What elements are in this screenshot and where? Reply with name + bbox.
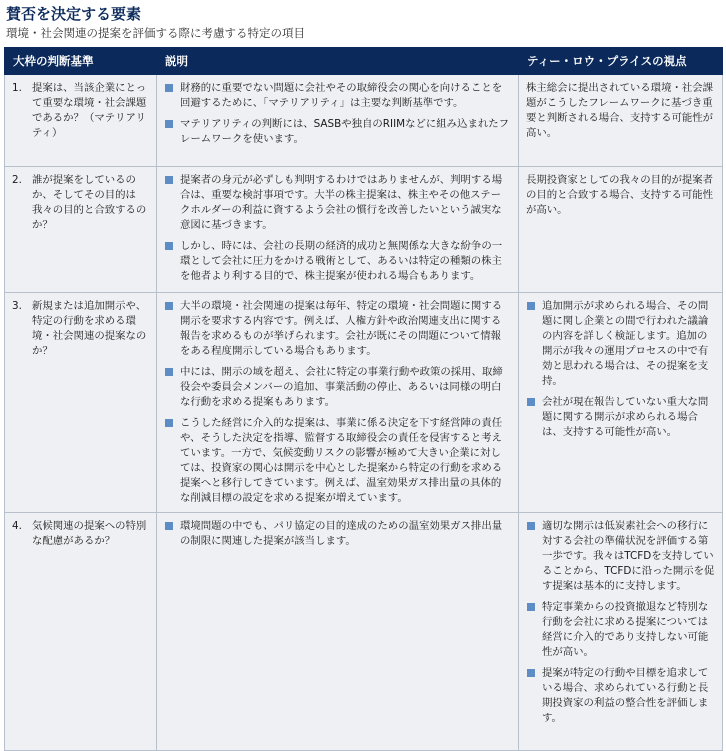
square-bullet-icon xyxy=(527,669,535,677)
criterion-cell xyxy=(5,293,157,513)
criterion-text: 気候関連の提案への特別な配慮があるか？ xyxy=(32,520,147,547)
row-number: 2. xyxy=(12,174,22,186)
perspective-cell xyxy=(519,293,723,513)
description-cell xyxy=(157,167,519,293)
column-header-criterion: 大枠の判断基準 xyxy=(5,48,157,75)
list-item: 適切な開示は低炭素社会への移行に対する会社の準備状況を評価する第一歩です。我々はTCFDを支持していることから、TCFDに沿った開示を促す提案は基本的に支持します。 xyxy=(526,519,715,594)
table-row xyxy=(5,167,723,293)
criterion-text: 提案は、当該企業にとって重要な環境・社会課題であるか？（マテリアリティ） xyxy=(32,82,147,139)
square-bullet-icon xyxy=(165,242,173,250)
row-number: 3. xyxy=(12,300,22,312)
list-item: 中には、開示の域を超え、会社に特定の事業行動や政策の採用、取締役会や委員会メンバーの追加、事業活動の停止、あるいは同様の明白な行動を求める提案もあります。 xyxy=(164,365,511,410)
perspective-cell xyxy=(519,75,723,167)
square-bullet-icon xyxy=(165,176,173,184)
square-bullet-icon xyxy=(165,120,173,128)
criterion-text: 新規または追加開示や、特定の行動を求める環境・社会関連の提案なのか？ xyxy=(32,300,147,357)
perspective-text: 長期投資家としての我々の目的が提案者の目的と合致する場合、支持する可能性が高い。 xyxy=(526,174,714,216)
criteria-table xyxy=(4,47,723,751)
page-subtitle: 環境・社会関連の提案を評価する際に考慮する特定の項目 xyxy=(6,26,305,40)
square-bullet-icon xyxy=(165,302,173,310)
square-bullet-icon xyxy=(165,522,173,530)
list-item: 大半の環境・社会関連の提案は毎年、特定の環境・社会問題に関する開示を要求する内容です。例えば、人権方針や政治関連支出に関する報告を求めるものが挙げられます。会社が既にその問題について情報をある程度開示している場合もあります。 xyxy=(164,299,511,359)
description-cell xyxy=(157,293,519,513)
square-bullet-icon xyxy=(165,419,173,427)
list-item: マテリアリティの判断には、SASBや独自のRIIMなどに組み込まれたフレームワークを使います。 xyxy=(164,117,511,147)
criterion-cell xyxy=(5,167,157,293)
square-bullet-icon xyxy=(527,522,535,530)
column-header-perspective: ティー・ロウ・プライスの視点 xyxy=(519,48,723,75)
list-item: 環境問題の中でも、パリ協定の目的達成のための温室効果ガス排出量の制限に関連した提案が該当します。 xyxy=(164,519,511,549)
table-header-row xyxy=(5,48,723,75)
perspective-cell xyxy=(519,167,723,293)
row-number: 1. xyxy=(12,82,22,94)
list-item: こうした経営に介入的な提案は、事業に係る決定を下す経営陣の責任や、そうした決定を指導、監督する取締役会の責任を侵害すると考えています。一方で、気候変動リスクの影響が極めて大きい企業に対しては、投資家の関心は開示を中心とした提案から特定の行動を求める提案へと移行してきています。例えば、温室効果ガス排出量の具体的な削減目標の設定を求める提案が増えています。 xyxy=(164,416,511,506)
square-bullet-icon xyxy=(165,84,173,92)
list-item: 財務的に重要でない問題に会社やその取締役会の関心を向けることを回避するために、「マテリアリティ」は主要な判断基準です。 xyxy=(164,81,511,111)
table-row xyxy=(5,75,723,167)
criterion-cell xyxy=(5,513,157,751)
criterion-cell xyxy=(5,75,157,167)
description-cell xyxy=(157,513,519,751)
list-item: 会社が現在報告していない重大な問題に関する開示が求められる場合は、支持する可能性が高い。 xyxy=(526,395,715,440)
list-item: 追加開示が求められる場合、その問題に関し企業との間で行われた議論の内容を詳しく検証します。追加の開示が我々の運用プロセスの中で有効と思われる場合は、その提案を支持。 xyxy=(526,299,715,389)
criterion-text: 誰が提案をしているのか、そしてその目的は我々の目的と合致するのか？ xyxy=(32,174,147,231)
square-bullet-icon xyxy=(527,398,535,406)
row-number: 4. xyxy=(12,520,22,532)
page-title: 賛否を決定する要素 xyxy=(6,5,142,23)
column-header-description: 説明 xyxy=(157,48,519,75)
list-item: 特定事業からの投資撤退など特別な行動を会社に求める提案については経営に介入的であり支持しない可能性が高い。 xyxy=(526,600,715,660)
description-cell xyxy=(157,75,519,167)
perspective-text: 株主総会に提出されている環境・社会課題がこうしたフレームワークに基づき重要と判断される場合、支持する可能性が高い。 xyxy=(526,82,714,139)
list-item: しかし、時には、会社の長期の経済的成功と無関係な大きな紛争の一環として会社に圧力をかける戦術として、あるいは特定の種類の株主を他者より利する目的で、株主提案が使われる場合もあります。 xyxy=(164,239,511,284)
square-bullet-icon xyxy=(527,603,535,611)
square-bullet-icon xyxy=(527,302,535,310)
table-row xyxy=(5,293,723,513)
list-item: 提案者の身元が必ずしも判明するわけではありませんが、判明する場合は、重要な検討事項です。大半の株主提案は、株主やその他ステークホルダーの利益に資するよう会社の慣行を改善したいという誠実な意図に基づきます。 xyxy=(164,173,511,233)
table-row xyxy=(5,513,723,751)
perspective-cell xyxy=(519,513,723,751)
list-item: 提案が特定の行動や目標を追求している場合、求められている行動と長期投資家の利益の整合性を評価します。 xyxy=(526,666,715,726)
square-bullet-icon xyxy=(165,368,173,376)
